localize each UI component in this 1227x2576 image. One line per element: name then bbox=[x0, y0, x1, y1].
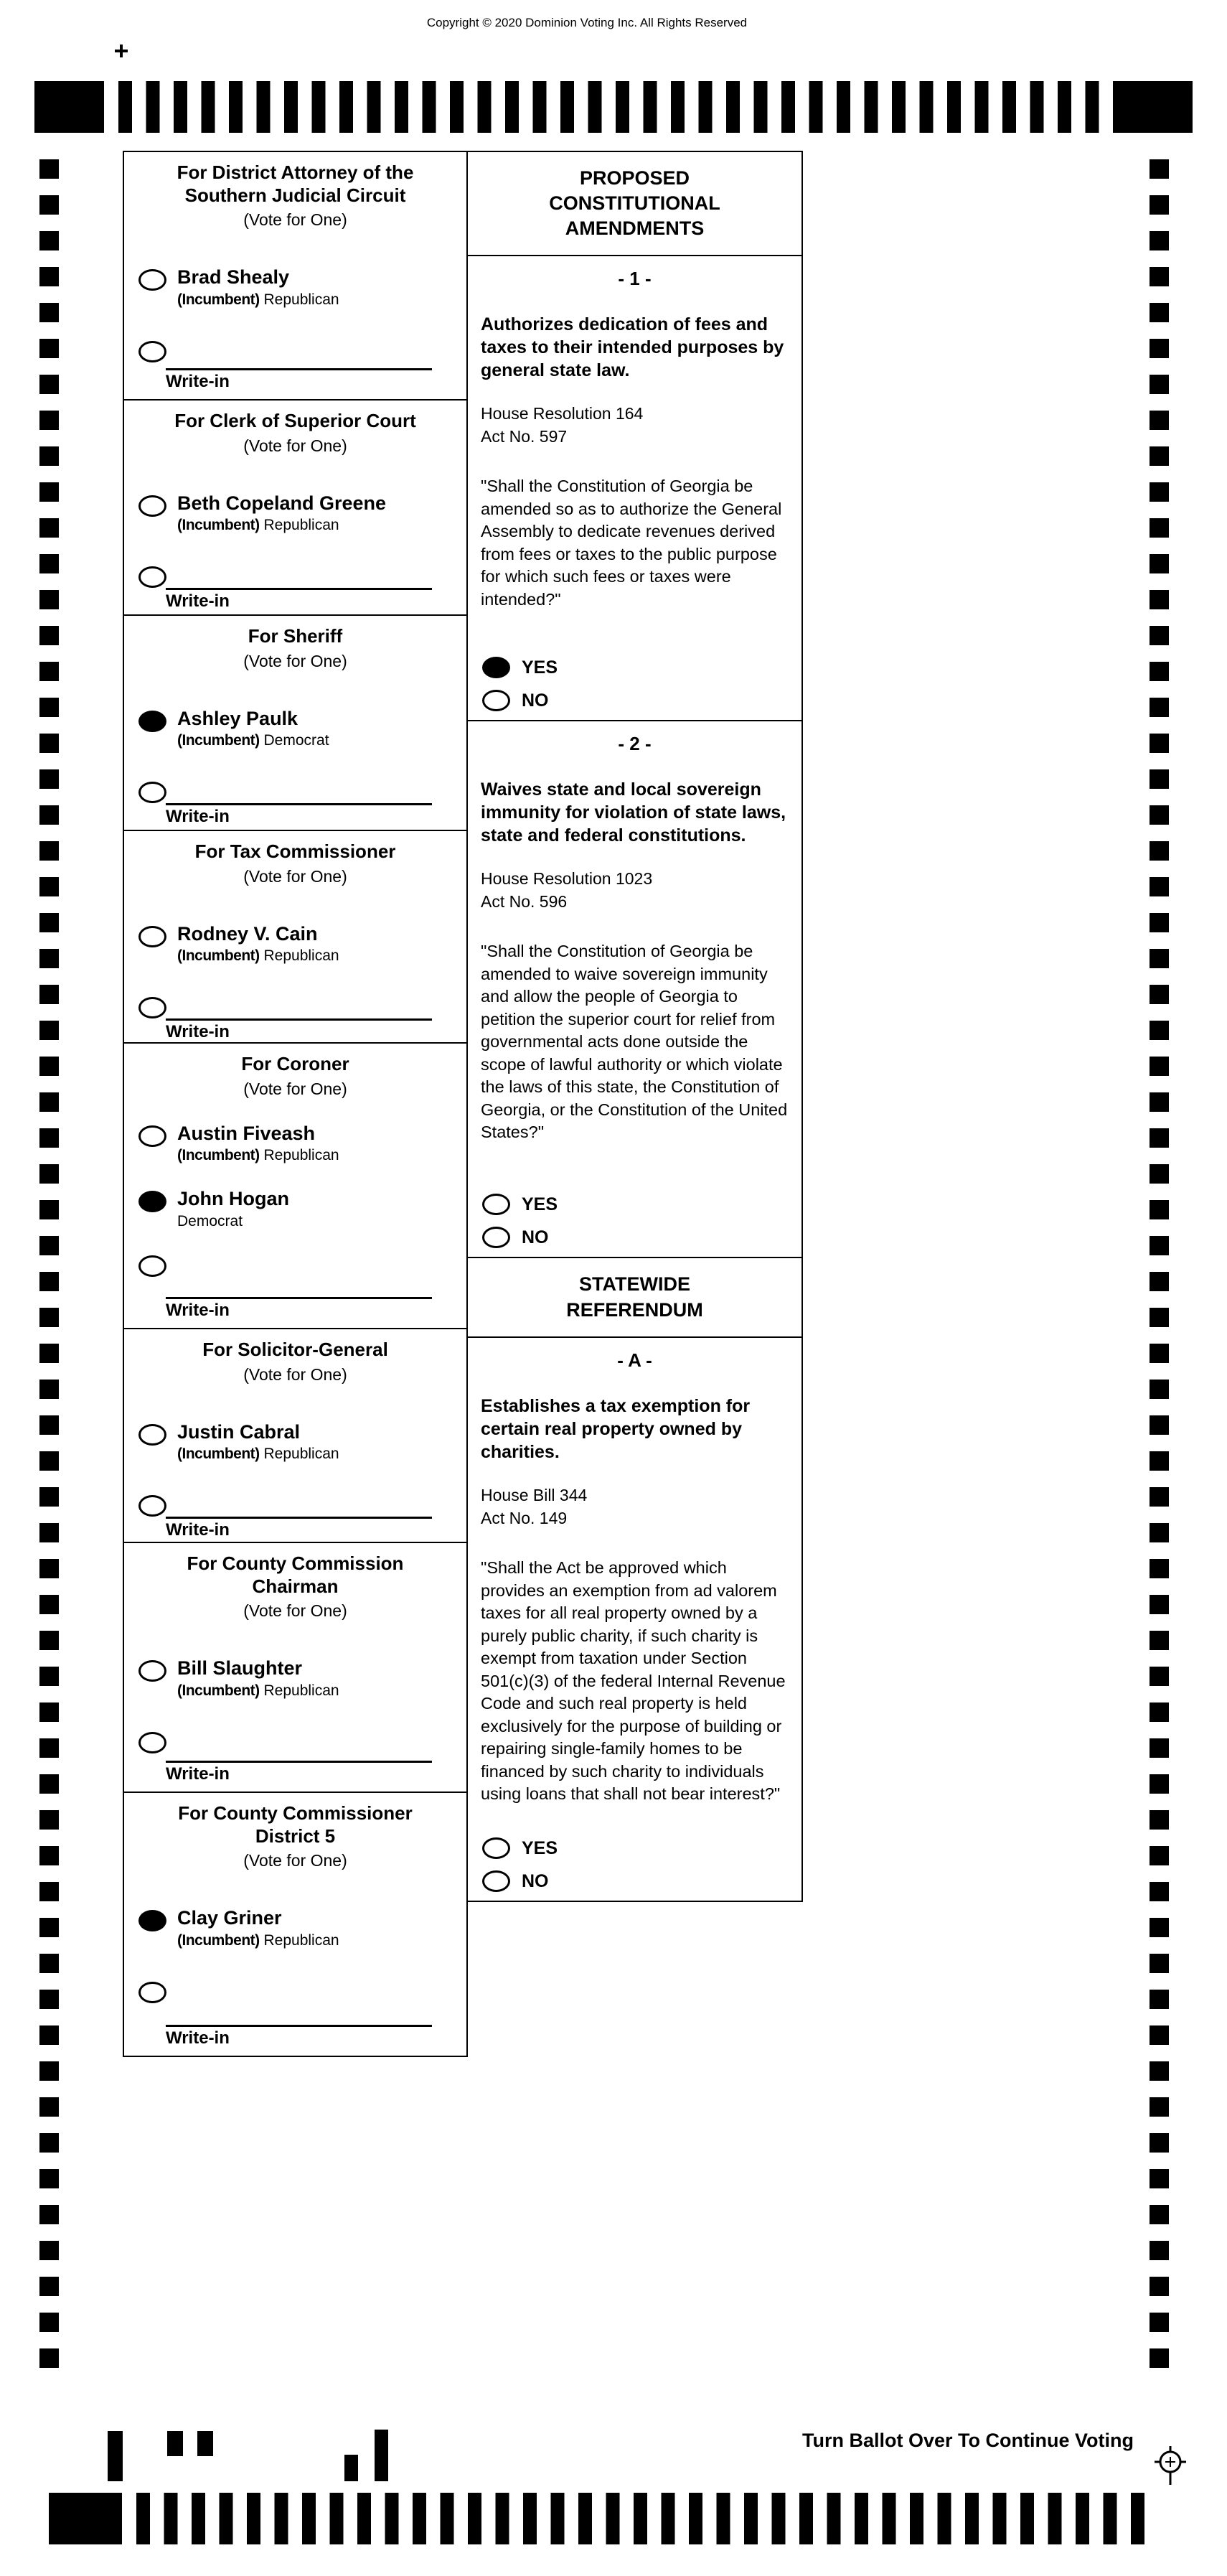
candidate-detail: (Incumbent) Republican bbox=[177, 1446, 339, 1463]
candidate-name: Austin Fiveash bbox=[177, 1122, 316, 1144]
candidate-name: Clay Griner bbox=[177, 1907, 282, 1929]
vote-instruction: (Vote for One) bbox=[243, 1079, 347, 1098]
candidate-name: Ashley Paulk bbox=[177, 707, 298, 729]
contest-commissioner-district-5 bbox=[123, 1792, 468, 2057]
contest-district-attorney bbox=[123, 151, 468, 401]
measure-authority: House Bill 344 Act No. 149 bbox=[481, 1486, 588, 1528]
measure-authority: House Resolution 1023 Act No. 596 bbox=[481, 869, 653, 912]
contest-title: For Sheriff bbox=[248, 625, 343, 647]
measure-amendment-1 bbox=[466, 255, 803, 721]
candidate-detail: (Incumbent) Democrat bbox=[177, 732, 329, 749]
candidate-name: Bill Slaughter bbox=[177, 1657, 303, 1680]
bubble-rodney-cain[interactable] bbox=[138, 926, 166, 947]
candidate-detail: (Incumbent) Republican bbox=[177, 1147, 339, 1164]
bubble-write-in-coroner[interactable] bbox=[138, 1255, 166, 1277]
no-label: NO bbox=[522, 690, 549, 711]
yes-label: YES bbox=[522, 1194, 558, 1214]
write-in-label: Write-in bbox=[166, 372, 230, 391]
vote-instruction: (Vote for One) bbox=[243, 866, 347, 886]
bubble-justin-cabral[interactable] bbox=[138, 1424, 166, 1446]
contest-coroner bbox=[123, 1042, 468, 1329]
measure-summary: Establishes a tax exemption for certain real property owned by charities. bbox=[481, 1396, 751, 1462]
measures-column bbox=[466, 151, 803, 1902]
yes-bubble-amendment-2[interactable] bbox=[482, 1194, 510, 1215]
no-label: NO bbox=[522, 1227, 549, 1247]
candidate-name: Brad Shealy bbox=[177, 266, 290, 289]
write-in-line[interactable] bbox=[166, 1018, 432, 1021]
candidate-detail: (Incumbent) Republican bbox=[177, 517, 339, 534]
write-in-label: Write-in bbox=[166, 807, 230, 827]
no-bubble-referendum-a[interactable] bbox=[482, 1870, 510, 1892]
write-in-label: Write-in bbox=[166, 1520, 230, 1540]
vote-instruction: (Vote for One) bbox=[243, 436, 347, 455]
candidate-name: Beth Copeland Greene bbox=[177, 492, 387, 514]
bubble-austin-fiveash[interactable] bbox=[138, 1125, 166, 1147]
write-in-line[interactable] bbox=[166, 368, 432, 370]
candidate-name: John Hogan bbox=[177, 1188, 289, 1210]
bubble-brad-shealy[interactable] bbox=[138, 269, 166, 291]
no-label: NO bbox=[522, 1870, 549, 1891]
measure-number: - 1 - bbox=[618, 268, 652, 289]
measure-question: "Shall the Constitution of Georgia be amended to waive sovereign immunity and allow the people of Georgia to petition the superior court for relief from governmental acts done outside the scope of lawful authority or which violate the laws of this state, the Constitution of Georgia, or the Constitution of the United States?" bbox=[481, 942, 788, 1142]
write-in-label: Write-in bbox=[166, 1022, 230, 1042]
write-in-line[interactable] bbox=[166, 1517, 432, 1519]
contest-title: For County Commissioner District 5 bbox=[178, 1802, 413, 1847]
measure-question: "Shall the Constitution of Georgia be amended so as to authorize the General Assembly to dedicate revenues derived from fees or taxes to the public purpose for which such fees or taxes were intended?" bbox=[481, 477, 782, 609]
measure-referendum-a bbox=[466, 1336, 803, 1902]
yes-label: YES bbox=[522, 1837, 558, 1858]
yes-label: YES bbox=[522, 657, 558, 678]
candidate-detail: (Incumbent) Republican bbox=[177, 291, 339, 308]
bubble-write-in-commission-chairman[interactable] bbox=[138, 1732, 166, 1753]
write-in-line[interactable] bbox=[166, 803, 432, 805]
vote-instruction: (Vote for One) bbox=[243, 1364, 347, 1384]
write-in-line[interactable] bbox=[166, 588, 432, 590]
measure-summary: Authorizes dedication of fees and taxes to their intended purposes by general state law. bbox=[481, 314, 784, 380]
contest-title: For District Attorney of the Southern Judicial Circuit bbox=[177, 161, 414, 206]
write-in-label: Write-in bbox=[166, 1764, 230, 1784]
yes-bubble-amendment-1[interactable] bbox=[482, 657, 510, 678]
bubble-write-in-district-attorney[interactable] bbox=[138, 341, 166, 362]
contest-solicitor-general bbox=[123, 1328, 468, 1543]
referendum-header: STATEWIDE REFERENDUM bbox=[466, 1257, 803, 1338]
turn-ballot-over-notice: Turn Ballot Over To Continue Voting bbox=[802, 2430, 1134, 2451]
bubble-write-in-sheriff[interactable] bbox=[138, 782, 166, 803]
registration-plus-mark bbox=[115, 45, 128, 57]
copyright-text: Copyright © 2020 Dominion Voting Inc. All Rights Reserved bbox=[426, 16, 748, 29]
candidate-name: Rodney V. Cain bbox=[177, 922, 318, 945]
bubble-beth-copeland-greene[interactable] bbox=[138, 495, 166, 517]
bubble-bill-slaughter[interactable] bbox=[138, 1660, 166, 1682]
contest-title: For Clerk of Superior Court bbox=[174, 410, 416, 431]
write-in-label: Write-in bbox=[166, 591, 230, 612]
contest-sheriff bbox=[123, 614, 468, 831]
measure-number: - A - bbox=[617, 1349, 652, 1371]
vote-instruction: (Vote for One) bbox=[243, 1601, 347, 1621]
bubble-write-in-tax-commissioner[interactable] bbox=[138, 997, 166, 1018]
vote-instruction: (Vote for One) bbox=[243, 210, 347, 230]
bubble-write-in-clerk[interactable] bbox=[138, 566, 166, 588]
write-in-line[interactable] bbox=[166, 2025, 432, 2027]
measure-summary: Waives state and local sovereign immunity for violation of state laws, state and federal constitutions. bbox=[481, 779, 786, 846]
measure-question: "Shall the Act be approved which provides an exemption from ad valorem taxes for all real property owned by a purely public charity, if such charity is exempt from taxation under Section 501(c)(3) of the federal Internal Revenue Code and such real property is held exclusively for the purpose of building or repairing single-family homes to be financed by such charity to individuals using loans that shall not bear interest?" bbox=[481, 1558, 786, 1804]
yes-bubble-referendum-a[interactable] bbox=[482, 1837, 510, 1859]
contest-tax-commissioner bbox=[123, 830, 468, 1044]
measure-authority: House Resolution 164 Act No. 597 bbox=[481, 404, 644, 446]
candidate-detail: Democrat bbox=[177, 1212, 243, 1230]
vote-instruction: (Vote for One) bbox=[243, 651, 347, 670]
no-bubble-amendment-1[interactable] bbox=[482, 690, 510, 711]
amendments-header: PROPOSED CONSTITUTIONAL AMENDMENTS bbox=[466, 151, 803, 256]
bubble-write-in-solicitor-general[interactable] bbox=[138, 1495, 166, 1517]
candidate-name: Justin Cabral bbox=[177, 1420, 301, 1443]
write-in-line[interactable] bbox=[166, 1761, 432, 1763]
contest-title: For Coroner bbox=[241, 1053, 349, 1074]
timing-marks-right bbox=[1150, 159, 1169, 2377]
bubble-write-in-commissioner-district-5[interactable] bbox=[138, 1982, 166, 2003]
candidate-detail: (Incumbent) Republican bbox=[177, 1682, 339, 1699]
contest-title: For Tax Commissioner bbox=[194, 840, 396, 862]
vote-instruction: (Vote for One) bbox=[243, 1851, 347, 1870]
contests-column bbox=[123, 151, 468, 2057]
contest-clerk-superior-court bbox=[123, 399, 468, 616]
contest-title: For Solicitor-General bbox=[202, 1339, 388, 1360]
contest-commission-chairman bbox=[123, 1542, 468, 1793]
sheet-code-label: 20 bbox=[374, 2442, 386, 2454]
candidate-detail: (Incumbent) Republican bbox=[177, 947, 339, 965]
write-in-label: Write-in bbox=[166, 2028, 230, 2048]
bubble-clay-griner[interactable] bbox=[138, 1910, 166, 1931]
bubble-ashley-paulk[interactable] bbox=[138, 711, 166, 732]
no-bubble-amendment-2[interactable] bbox=[482, 1227, 510, 1248]
measure-number: - 2 - bbox=[618, 733, 652, 754]
contest-title: For County Commission Chairman bbox=[187, 1552, 404, 1597]
timing-marks-left bbox=[39, 159, 59, 2377]
candidate-detail: (Incumbent) Republican bbox=[177, 1931, 339, 1949]
write-in-label: Write-in bbox=[166, 1301, 230, 1320]
write-in-line[interactable] bbox=[166, 1297, 432, 1299]
measure-amendment-2 bbox=[466, 720, 803, 1258]
registration-target-icon bbox=[1154, 2446, 1187, 2485]
bubble-john-hogan[interactable] bbox=[138, 1191, 166, 1212]
